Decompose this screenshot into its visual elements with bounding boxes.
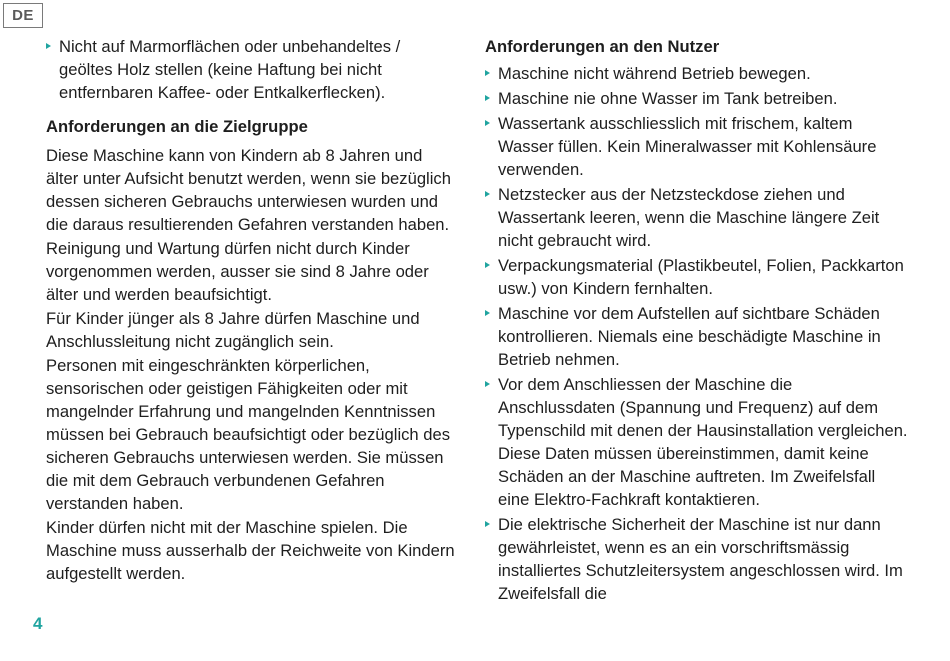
list-item: Die elektrische Sicherheit der Maschine ist nur dann gewährleistet, wenn es an ein vorschriftsmässig installiertes Schutzleitersystem angeschlossen wird. Im Zweifelsfall die: [485, 513, 910, 605]
paragraph: Personen mit eingeschränkten körperlichen, sensorischen oder geistigen Fähigkeiten oder mit mangelnder Erfahrung und mangelnden Kenntnissen müssen bei Gebrauch beaufsichtigt oder bezüglich des sicheren Gebrauchs unterwiesen werden. Sie müssen die mit dem Gebrauch verbundenen Gefahren verstanden haben.: [46, 356, 451, 513]
paragraph: Diese Maschine kann von Kindern ab 8 Jahren und älter unter Aufsicht benutzt werden, wenn sie bezüglich dessen sicheren Gebrauchs unterwiesen wurden und die daraus resultierenden Gefahren verstanden haben.: [46, 146, 451, 234]
list-item: Maschine nicht während Betrieb bewegen.: [485, 62, 910, 85]
list-item: Vor dem Anschliessen der Maschine die Anschlussdaten (Spannung und Frequenz) auf dem Typenschild mit denen der Hausinstallation vergleichen. Diese Daten müssen übereinstimmen, damit keine Schäden an der Maschine auftreten. Im Zweifelsfall eine Elektro-Fachkraft kontaktieren.: [485, 373, 910, 511]
language-badge: DE: [3, 3, 43, 28]
section-heading-zielgruppe: Anforderungen an die Zielgruppe: [46, 117, 308, 136]
list-item: Nicht auf Marmorflächen oder unbehandeltes / geöltes Holz stellen (keine Haftung bei nicht entfernbaren Kaffee- oder Entkalkerflecken).: [46, 35, 458, 104]
list-item: Netzstecker aus der Netzsteckdose ziehen und Wassertank leeren, wenn die Maschine längere Zeit nicht gebraucht wird.: [485, 183, 910, 252]
paragraph: Kinder dürfen nicht mit der Maschine spielen. Die Maschine muss ausserhalb der Reichweite von Kindern aufgestellt werden.: [46, 518, 455, 583]
right-column: [485, 35, 910, 607]
page-number: 4: [33, 614, 43, 633]
list-item: Verpackungsmaterial (Plastikbeutel, Folien, Packkarton usw.) von Kindern fernhalten.: [485, 254, 910, 300]
list-item: Wassertank ausschliesslich mit frischem, kaltem Wasser füllen. Kein Mineralwasser mit Kohlensäure verwenden.: [485, 112, 910, 181]
left-bullet-list: [46, 35, 458, 104]
paragraph: Reinigung und Wartung dürfen nicht durch Kinder vorgenommen werden, ausser sie sind 8 Jahre oder älter und werden beaufsichtigt.: [46, 239, 429, 304]
section-heading-nutzer: Anforderungen an den Nutzer: [485, 37, 720, 56]
list-item: Maschine vor dem Aufstellen auf sichtbare Schäden kontrollieren. Niemals eine beschädigte Maschine in Betrieb nehmen.: [485, 302, 910, 371]
right-bullet-list: [485, 62, 910, 605]
list-item: Maschine nie ohne Wasser im Tank betreiben.: [485, 87, 910, 110]
paragraph: Für Kinder jünger als 8 Jahre dürfen Maschine und Anschlussleitung nicht zugänglich sein.: [46, 309, 420, 351]
left-column: [46, 35, 458, 586]
